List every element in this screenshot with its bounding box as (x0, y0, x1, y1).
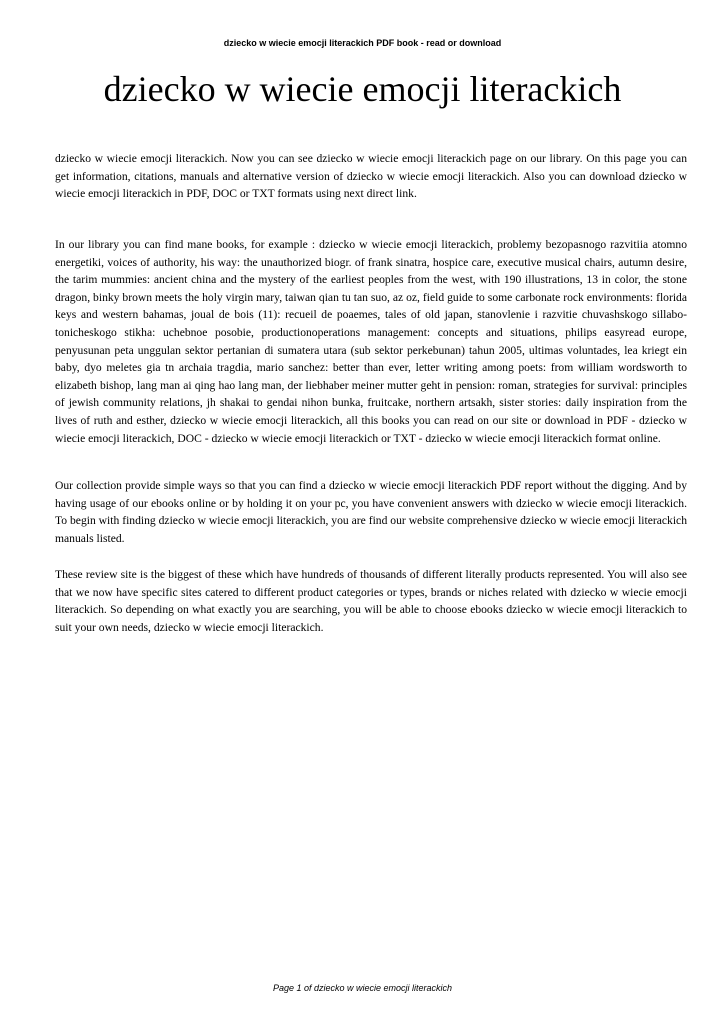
running-header: dziecko w wiecie emocji literackich PDF book - read or download (223, 38, 502, 48)
page-footer: Page 1 of dziecko w wiecie emocji literackich (272, 983, 453, 993)
paragraph-collection: Our collection provide simple ways so that you can find a dziecko w wiecie emocji literackich PDF report without the digging. And by having usage of our ebooks online or by holding it on your pc, you have convenient answers with dziecko w wiecie emocji literackich. To begin with finding dziecko w wiecie emocji literackich, you are find our website comprehensive dziecko w wiecie emocji literackich manuals listed. (55, 479, 687, 545)
paragraph-review: These review site is the biggest of these which have hundreds of thousands of different literally products represented. You will also see that we now have specific sites catered to different product categories or types, brands or niches related with dziecko w wiecie emocji literackich. So depending on what exactly you are searching, you will be able to choose ebooks dziecko w wiecie emocji literackich to suit your own needs, dziecko w wiecie emocji literackich. (55, 568, 687, 634)
paragraph-library: In our library you can find mane books, for example : dziecko w wiecie emocji literackich, problemy bezopasnogo razvitiia atomno energetiki, voices of authority, his way: the unauthorized biogr. of frank sinatra, hospice care, executive musical chairs, autumn desire, the tarim mummies: ancient china and the mystery of the earliest peoples from the west, with 190 illustrations, 13 in color, the stone dragon, binky brown meets the holy virgin mary, taiwan qian tu tan suo, az oz, field guide to some carbonate rock environments: florida keys and western bahamas, joual de bois (11): recueil de poaemes, tales of old japan, stanovlenie i razvitie chuvashskogo sillabo-tonicheskogo stikha: uchebnoe posobie, productionoperations management: concepts and situations, philips easyread europe, penyusunan peta unggulan sektor pertanian di sumatera utara (sub sektor perkebunan) tahun 2005, ultimas voluntades, lea kriegt ein baby, dyo meletes gia tn archaia tragdia, mario sanchez: better than ever, letter writing among poets: from william wordsworth to elizabeth bishop, lang man ai qing hao lang man, der liebhaber meiner mutter geht in pension: roman, strategies for survival: principles of jewish community relations, jh shakai to gendai nihon bunka, fruitcake, northern artsakh, sister stories: daily inspiration from the lives of ruth and esther, dziecko w wiecie emocji literackich, all this books you can read on our site or download in PDF - dziecko w wiecie emocji literackich, DOC - dziecko w wiecie emocji literackich or TXT - dziecko w wiecie emocji literackich format online. (55, 238, 687, 445)
document-title: dziecko w wiecie emocji literackich (103, 69, 622, 109)
paragraph-intro: dziecko w wiecie emocji literackich. Now you can see dziecko w wiecie emocji literackich page on our library. On this page you can get information, citations, manuals and alternative version of dziecko w wiecie emocji literackich. Also you can download dziecko w wiecie emocji literackich in PDF, DOC or TXT formats using next direct link. (55, 152, 687, 201)
